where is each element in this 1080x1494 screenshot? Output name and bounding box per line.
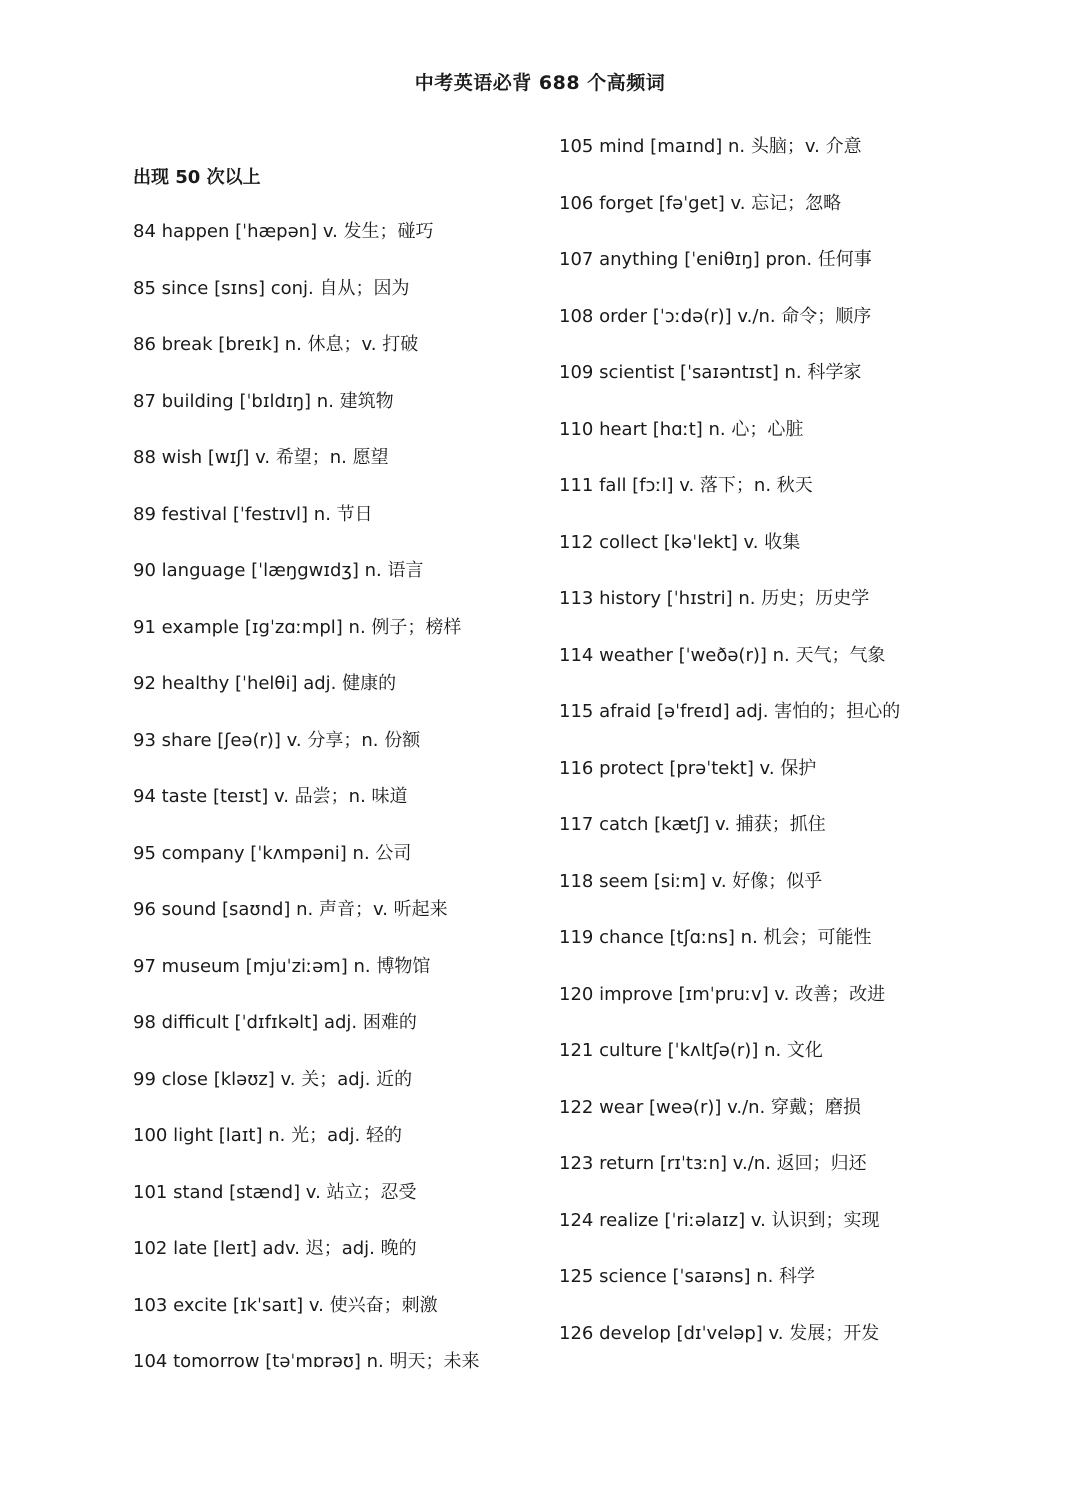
word-entry: 93 share [ʃeə(r)] v. 分享；n. 份额 — [133, 729, 421, 751]
word-entry: 124 realize [ˈriːəlaɪz] v. 认识到；实现 — [559, 1209, 880, 1231]
word-entry: 102 late [leɪt] adv. 迟；adj. 晚的 — [133, 1238, 417, 1259]
word-entry: 113 history [ˈhɪstri] n. 历史；历史学 — [559, 588, 870, 609]
word-entry: 91 example [ɪgˈzɑːmpl] n. 例子；榜样 — [133, 616, 462, 638]
word-entry: 100 light [laɪt] n. 光；adj. 轻的 — [133, 1125, 402, 1146]
word-entry: 123 return [rɪˈtɜːn] v./n. 返回；归还 — [559, 1153, 867, 1174]
word-entry: 98 difficult [ˈdɪfɪkəlt] adj. 困难的 — [133, 1012, 417, 1033]
word-entry: 96 sound [saʊnd] n. 声音；v. 听起来 — [133, 899, 448, 920]
word-entry: 92 healthy [ˈhelθi] adj. 健康的 — [133, 673, 397, 694]
word-entry: 104 tomorrow [təˈmɒrəʊ] n. 明天；未来 — [133, 1351, 480, 1372]
word-entry: 109 scientist [ˈsaɪəntɪst] n. 科学家 — [559, 362, 862, 383]
word-entry: 106 forget [fəˈget] v. 忘记；忽略 — [559, 192, 842, 214]
left-word-column — [133, 218, 543, 1405]
word-entry: 118 seem [siːm] v. 好像；似乎 — [559, 870, 823, 892]
word-entry: 84 happen [ˈhæpən] v. 发生；碰巧 — [133, 221, 434, 242]
word-entry: 110 heart [hɑːt] n. 心；心脏 — [559, 418, 804, 440]
word-entry: 119 chance [tʃɑːns] n. 机会；可能性 — [559, 927, 872, 948]
word-entry: 126 develop [dɪˈveləp] v. 发展；开发 — [559, 1322, 880, 1344]
word-entry: 99 close [kləʊz] v. 关；adj. 近的 — [133, 1068, 413, 1090]
word-entry: 88 wish [wɪʃ] v. 希望；n. 愿望 — [133, 447, 389, 468]
word-entry: 103 excite [ɪkˈsaɪt] v. 使兴奋；刺激 — [133, 1294, 438, 1316]
word-entry: 111 fall [fɔːl] v. 落下；n. 秋天 — [559, 475, 813, 496]
word-entry: 94 taste [teɪst] v. 品尝；n. 味道 — [133, 786, 408, 807]
word-entry: 112 collect [kəˈlekt] v. 收集 — [559, 531, 801, 553]
word-entry: 114 weather [ˈweðə(r)] n. 天气；气象 — [559, 644, 886, 666]
word-entry: 125 science [ˈsaɪəns] n. 科学 — [559, 1266, 816, 1287]
word-entry: 116 protect [prəˈtekt] v. 保护 — [559, 757, 817, 779]
word-entry: 87 building [ˈbɪldɪŋ] n. 建筑物 — [133, 390, 394, 412]
word-entry: 95 company [ˈkʌmpəni] n. 公司 — [133, 842, 412, 864]
word-entry: 107 anything [ˈeniθɪŋ] pron. 任何事 — [559, 249, 872, 270]
word-entry: 105 mind [maɪnd] n. 头脑；v. 介意 — [559, 136, 862, 157]
word-entry: 86 break [breɪk] n. 休息；v. 打破 — [133, 334, 419, 355]
word-entry: 97 museum [mjuˈziːəm] n. 博物馆 — [133, 955, 431, 977]
word-entry: 117 catch [kætʃ] v. 捕获；抓住 — [559, 814, 826, 835]
word-entry: 101 stand [stænd] v. 站立；忍受 — [133, 1181, 417, 1203]
word-entry: 90 language [ˈlæŋgwɪdʒ] n. 语言 — [133, 560, 424, 581]
right-word-column — [559, 133, 979, 1376]
section-heading: 出现 50 次以上 — [133, 167, 261, 188]
word-entry: 89 festival [ˈfestɪvl] n. 节日 — [133, 503, 373, 525]
word-entry: 122 wear [weə(r)] v./n. 穿戴；磨损 — [559, 1096, 862, 1118]
word-entry: 108 order [ˈɔːdə(r)] v./n. 命令；顺序 — [559, 305, 872, 327]
word-entry: 121 culture [ˈkʌltʃə(r)] n. 文化 — [559, 1040, 823, 1061]
word-entry: 120 improve [ɪmˈpruːv] v. 改善；改进 — [559, 983, 886, 1005]
word-entry: 85 since [sɪns] conj. 自从；因为 — [133, 277, 410, 299]
document-title: 中考英语必背 688 个高频词 — [414, 72, 666, 94]
word-entry: 115 afraid [əˈfreɪd] adj. 害怕的；担心的 — [559, 701, 901, 722]
